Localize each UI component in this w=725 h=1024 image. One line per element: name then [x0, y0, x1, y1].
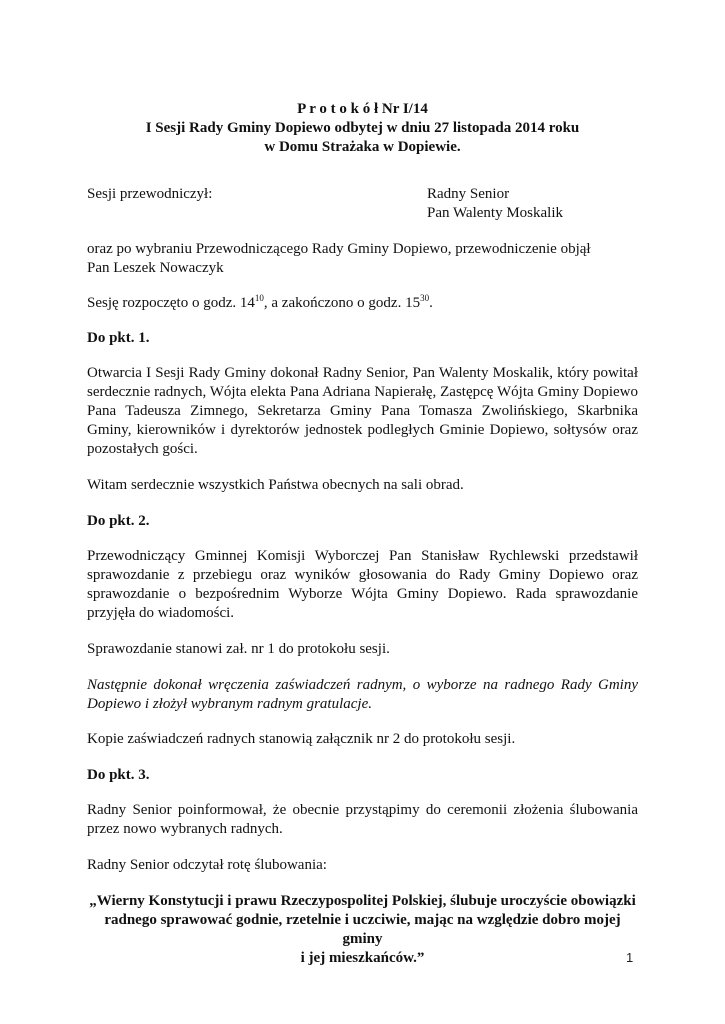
heading-pkt3: Do pkt. 3. [87, 767, 150, 783]
pkt3-paragraph1: Radny Senior poinformował, że obecnie przystąpimy do ceremonii złożenia ślubowania przez nowo wybranych radnych. [87, 802, 638, 837]
heading-pkt2: Do pkt. 2. [87, 513, 150, 529]
page-number: 1 [626, 950, 634, 965]
pkt1-paragraph1: Otwarcia I Sesji Rady Gminy dokonał Radny Senior, Pan Walenty Moskalik, który powitał serdecznie radnych, Wójta elekta Pana Adriana Napierałę, Zastępcę Wójta Gminy Dopiewo Pana Tadeusza Zimnego, Sekretarza Gminy Pana Tomasza Zwolińskiego, Skarbnika Gminy, kierowników i dyrektorów jednostek podległych Gminie Dopiewo, sołtysów oraz pozostałych gości. [87, 365, 638, 457]
session-time [87, 294, 638, 313]
document-body [87, 185, 638, 968]
pkt2-paragraph2: Sprawozdanie stanowi zał. nr 1 do protokołu sesji. [87, 641, 390, 657]
chair-label: Sesji przewodniczył: [87, 186, 213, 202]
session-location: w Domu Strażaka w Dopiewie. [264, 139, 461, 155]
protocol-title: P r o t o k ó ł Nr I/14 [297, 101, 428, 117]
pkt1-paragraph2: Witam serdecznie wszystkich Państwa obecnych na sali obrad. [87, 477, 464, 493]
pkt2-paragraph4: Kopie zaświadczeń radnych stanowią załącznik nr 2 do protokołu sesji. [87, 731, 516, 747]
chair-person: Pan Walenty Moskalik [427, 205, 564, 221]
election-line1: oraz po wybraniu Przewodniczącego Rady Gminy Dopiewo, przewodniczenie objął [87, 241, 591, 257]
chair-role: Radny Senior [427, 186, 510, 202]
pkt2-paragraph3: Następnie dokonał wręczenia zaświadczeń radnym, o wyborze na radnego Rady Gminy Dopiewo i złożył wybranym radnym gratulacje. [87, 677, 638, 712]
heading-pkt1: Do pkt. 1. [87, 330, 150, 346]
time-suffix: . [429, 295, 433, 311]
oath-text [87, 892, 638, 968]
time-prefix: Sesję rozpoczęto o godz. 14 [87, 295, 255, 311]
document-header [0, 100, 725, 157]
pkt3-paragraph2: Radny Senior odczytał rotę ślubowania: [87, 857, 327, 873]
oath-line2: radnego sprawować godnie, rzetelnie i uczciwie, mając na względzie dobro mojej gminy [104, 912, 621, 947]
oath-line3: i jej mieszkańców.” [300, 950, 425, 966]
time-start-sup: 10 [254, 293, 264, 303]
time-middle: , a zakończono o godz. 15 [263, 295, 421, 311]
election-paragraph [87, 240, 638, 278]
pkt2-paragraph1: Przewodniczący Gminnej Komisji Wyborczej Pan Stanisław Rychlewski przedstawił sprawozdanie z przebiegu oraz wyników głosowania do Rady Gminy Dopiewo oraz sprawozdanie o bezpośrednim Wyborze Wójta Gminy Dopiewo. Rada sprawozdanie przyjęła do wiadomości. [87, 548, 638, 621]
election-line2: Pan Leszek Nowaczyk [87, 260, 224, 276]
oath-line1: „Wierny Konstytucji i prawu Rzeczypospolitej Polskiej, ślubuje uroczyście obowiązki [89, 893, 636, 909]
session-title: I Sesji Rady Gminy Dopiewo odbytej w dniu 27 listopada 2014 roku [145, 120, 580, 136]
chair-value [427, 185, 563, 223]
chair-row [87, 185, 638, 223]
time-end-sup: 30 [420, 293, 430, 303]
